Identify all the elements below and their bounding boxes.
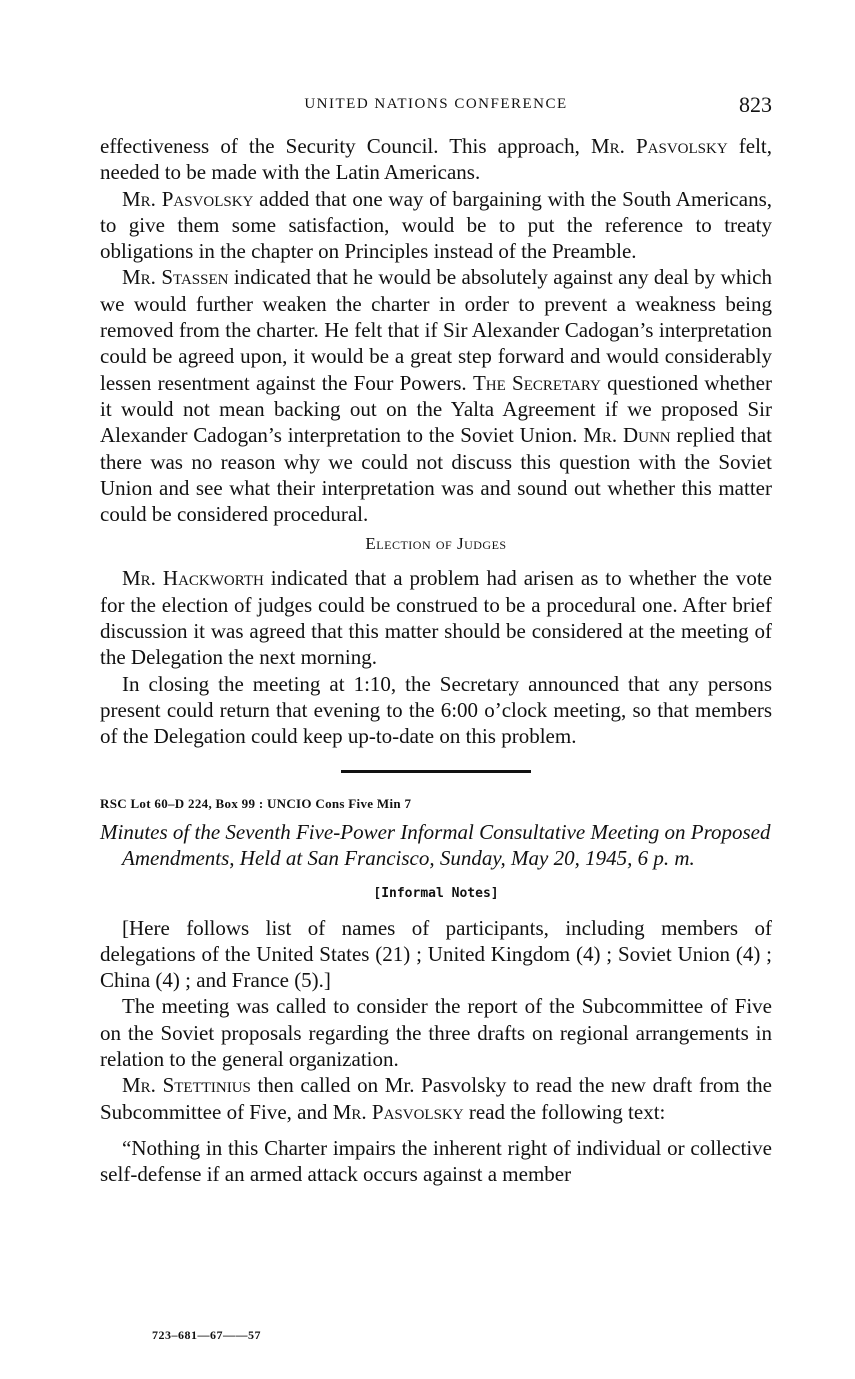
section-title: Election of Judges: [365, 534, 507, 554]
paragraph: Mr. Stettinius then called on Mr. Pasvolsky to read the new draft from the Subcommittee of Five, and Mr. Pasvolsky read the following text:: [100, 1073, 773, 1124]
paragraph: Mr. Hackworth indicated that a problem had arisen as to whether the vote for the election of judges could be construed to be a procedural one. After brief discussion it was agreed that this matter should be considered at the meeting of the Delegation the next morning.: [100, 566, 772, 670]
speaker-name: The Secretary: [472, 370, 601, 395]
speaker-name: Mr. Pasvolsky: [590, 134, 728, 158]
paragraph: In closing the meeting at 1:10, the Secretary announced that any persons present could return that evening to the 6:00 o’clock meeting, so that members of the Delegation could keep up-to-date on this problem.: [100, 671, 772, 749]
speaker-name: Mr. Pasvolsky: [332, 1099, 464, 1124]
paragraph: [Here follows list of names of participants, including members of delegations of the United States (21) ; United Kingdom (4) ; Soviet Union (4) ; China (4) ; and France (5).]: [100, 915, 772, 993]
document-title: Minutes of the Seventh Five-Power Informal Consultative Meeting on Proposed Amendments, Held at San Francisco, Sunday, May 20, 1945, 6 p. m.: [100, 819, 771, 870]
quotation: “Nothing in this Charter impairs the inherent right of individual or collective self-defense if an armed attack occurs against a member: [100, 1135, 772, 1187]
speaker-name: Mr. Stettinius: [122, 1073, 251, 1098]
speaker-name: Mr. Pasvolsky: [122, 186, 254, 211]
running-title: UNITED NATIONS CONFERENCE: [304, 96, 568, 112]
paragraph: Mr. Pasvolsky added that one way of bargaining with the South Americans, to give them some satisfaction, would be to put the reference to treaty obligations in the chapter on Principles instead of the Preamble.: [100, 186, 772, 264]
paragraph: Mr. Stassen indicated that he would be absolutely against any deal by which we would further weaken the charter in order to prevent a weakness being removed from the charter. He felt that if Sir Alexander Cadogan’s interpretation could be agreed upon, it would be a great step forward and would considerably lessen resentment against the Four Powers. The Secretary questioned whether it would not mean backing out on the Yalta Agreement if we proposed Sir Alexander Cadogan’s interpretation to the Soviet Union. Mr. Dunn replied that there was no reason why we could not discuss this question with the Soviet Union and see what their interpretation was and sound out whether this matter could be considered procedural.: [100, 265, 772, 527]
print-code: 723–681—67——57: [152, 1328, 261, 1342]
source-citation: RSC Lot 60–D 224, Box 99 : UNCIO Cons Five Min 7: [100, 795, 412, 811]
paragraph: effectiveness of the Security Council. This approach, Mr. Pasvolsky felt, needed to be made with the Latin Americans.: [100, 134, 773, 185]
speaker-name: Mr. Hackworth: [122, 566, 264, 591]
body-text: [100, 133, 772, 1188]
notes-label: [Informal Notes]: [373, 885, 499, 901]
section-divider: [341, 770, 531, 773]
running-head: [100, 92, 772, 118]
speaker-name: Mr. Stassen: [122, 265, 229, 290]
page-number: 823: [739, 92, 772, 117]
paragraph: The meeting was called to consider the report of the Subcommittee of Five on the Soviet proposals regarding the three drafts on regional arrangements in relation to the general organization.: [100, 994, 772, 1072]
speaker-name: Mr. Dunn: [583, 423, 671, 448]
